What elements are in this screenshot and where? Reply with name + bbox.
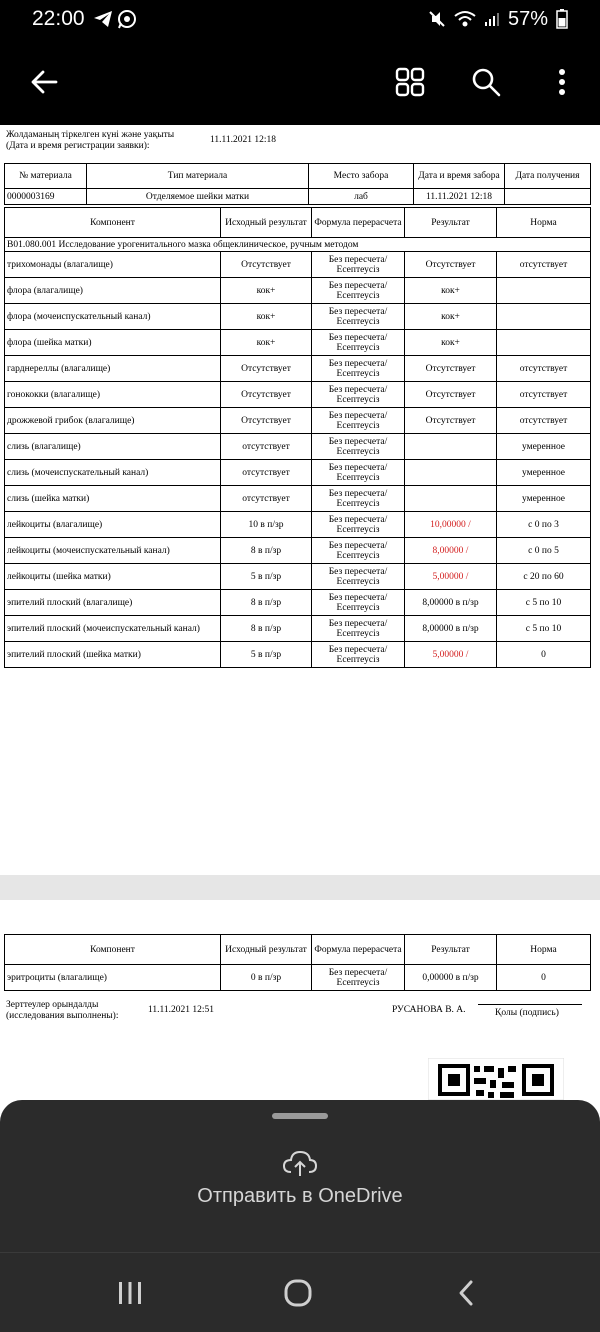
results-header: Результат bbox=[405, 935, 497, 965]
table-row bbox=[5, 538, 591, 564]
result-cell bbox=[405, 434, 497, 460]
formula-cell: Без пересчета/ Есептеусіз bbox=[312, 616, 405, 642]
results-header: Исходный результат bbox=[221, 208, 312, 238]
source-cell: Отсутствует bbox=[221, 408, 312, 434]
recent-apps-icon bbox=[117, 1281, 143, 1305]
page-gap bbox=[0, 875, 600, 900]
result-cell: 5,00000 / bbox=[405, 642, 497, 668]
recent-apps-button[interactable] bbox=[110, 1277, 150, 1309]
document-page[interactable] bbox=[0, 125, 600, 900]
table-row bbox=[5, 616, 591, 642]
table-row bbox=[5, 512, 591, 538]
component-cell: эпителий плоский (влагалище) bbox=[5, 590, 221, 616]
source-cell: кок+ bbox=[221, 304, 312, 330]
component-cell: слизь (мочеиспускательный канал) bbox=[5, 460, 221, 486]
signal-icon bbox=[484, 11, 500, 27]
norm-cell: отсутствует bbox=[497, 408, 591, 434]
search-button[interactable] bbox=[464, 60, 508, 104]
table-row bbox=[5, 382, 591, 408]
component-cell: лейкоциты (мочеиспускательный канал) bbox=[5, 538, 221, 564]
source-cell: отсутствует bbox=[221, 434, 312, 460]
table-row bbox=[5, 642, 591, 668]
formula-cell: Без пересчета/ Есептеусіз bbox=[312, 252, 405, 278]
results-header: Формула перерасчета bbox=[312, 935, 405, 965]
table-row bbox=[5, 590, 591, 616]
result-cell: 8,00000 / bbox=[405, 538, 497, 564]
material-header: Дата получения bbox=[505, 164, 591, 189]
source-cell: отсутствует bbox=[221, 486, 312, 512]
source-cell: Отсутствует bbox=[221, 252, 312, 278]
results-table-2 bbox=[4, 934, 591, 991]
back-button[interactable] bbox=[22, 60, 66, 104]
done-date: 11.11.2021 12:51 bbox=[148, 1005, 215, 1015]
formula-cell: Без пересчета/ Есептеусіз bbox=[312, 408, 405, 434]
formula-cell: Без пересчета/ Есептеусіз bbox=[312, 460, 405, 486]
component-cell: трихомонады (влагалище) bbox=[5, 252, 221, 278]
formula-cell: Без пересчета/ Есептеусіз bbox=[312, 590, 405, 616]
component-cell: эпителий плоский (шейка матки) bbox=[5, 642, 221, 668]
result-cell: 10,00000 / bbox=[405, 512, 497, 538]
cloud-upload-icon[interactable] bbox=[282, 1150, 318, 1178]
material-cell: 0000003169 bbox=[5, 189, 87, 205]
results-header: Компонент bbox=[5, 208, 221, 238]
back-arrow-icon bbox=[30, 68, 58, 96]
formula-cell: Без пересчета/ Есептеусіз bbox=[312, 538, 405, 564]
done-label-kz: Зерттеулер орындалды bbox=[6, 1000, 99, 1010]
result-cell: Отсутствует bbox=[405, 356, 497, 382]
norm-cell: отсутствует bbox=[497, 252, 591, 278]
component-cell: дрожжевой грибок (влагалище) bbox=[5, 408, 221, 434]
norm-cell: с 0 по 3 bbox=[497, 512, 591, 538]
norm-cell: 0 bbox=[497, 642, 591, 668]
source-cell: 10 в п/зр bbox=[221, 512, 312, 538]
component-cell: слизь (влагалище) bbox=[5, 434, 221, 460]
search-icon bbox=[471, 67, 501, 97]
component-cell: эритроциты (влагалище) bbox=[5, 965, 221, 991]
formula-cell: Без пересчета/ Есептеусіз bbox=[312, 330, 405, 356]
source-cell: 8 в п/зр bbox=[221, 590, 312, 616]
norm-cell: с 0 по 5 bbox=[497, 538, 591, 564]
source-cell: кок+ bbox=[221, 278, 312, 304]
doctor-name: РУСАНОВА В. А. bbox=[392, 1005, 466, 1015]
signature-line bbox=[478, 1004, 582, 1005]
source-cell: 8 в п/зр bbox=[221, 538, 312, 564]
material-cell: Отделяемое шейки матки bbox=[87, 189, 309, 205]
result-cell: 8,00000 в п/зр bbox=[405, 590, 497, 616]
result-cell: кок+ bbox=[405, 304, 497, 330]
result-cell: Отсутствует bbox=[405, 382, 497, 408]
component-cell: гарднереллы (влагалище) bbox=[5, 356, 221, 382]
norm-cell: с 5 по 10 bbox=[497, 616, 591, 642]
results-header: Норма bbox=[497, 935, 591, 965]
signature-label: Қолы (подпись) bbox=[495, 1008, 559, 1018]
results-table bbox=[4, 207, 591, 668]
formula-cell: Без пересчета/ Есептеусіз bbox=[312, 304, 405, 330]
whatsapp-icon bbox=[117, 9, 137, 29]
norm-cell: умеренное bbox=[497, 434, 591, 460]
formula-cell: Без пересчета/ Есептеусіз bbox=[312, 642, 405, 668]
battery-icon bbox=[556, 9, 568, 29]
material-header: № материала bbox=[5, 164, 87, 189]
table-row bbox=[5, 330, 591, 356]
grid-view-icon bbox=[395, 67, 425, 97]
formula-cell: Без пересчета/ Есептеусіз bbox=[312, 278, 405, 304]
results-header: Норма bbox=[497, 208, 591, 238]
source-cell: кок+ bbox=[221, 330, 312, 356]
component-cell: лейкоциты (влагалище) bbox=[5, 512, 221, 538]
done-label-ru: (исследования выполнены): bbox=[6, 1011, 119, 1021]
formula-cell: Без пересчета/ Есептеусіз bbox=[312, 512, 405, 538]
section-title: В01.080.001 Исследование урогенитального мазка общеклиническое, ручным методом bbox=[5, 238, 591, 252]
material-header: Место забора bbox=[309, 164, 414, 189]
document-page-2[interactable] bbox=[0, 900, 600, 1100]
norm-cell: с 5 по 10 bbox=[497, 590, 591, 616]
table-row bbox=[5, 564, 591, 590]
nav-back-button[interactable] bbox=[446, 1277, 486, 1309]
home-icon bbox=[283, 1278, 313, 1308]
norm-cell: с 20 по 60 bbox=[497, 564, 591, 590]
source-cell: отсутствует bbox=[221, 460, 312, 486]
material-header: Тип материала bbox=[87, 164, 309, 189]
source-cell: 5 в п/зр bbox=[221, 564, 312, 590]
result-cell: 8,00000 в п/зр bbox=[405, 616, 497, 642]
norm-cell: отсутствует bbox=[497, 382, 591, 408]
norm-cell: отсутствует bbox=[497, 356, 591, 382]
status-bar bbox=[0, 0, 600, 38]
component-cell: слизь (шейка матки) bbox=[5, 486, 221, 512]
component-cell: флора (шейка матки) bbox=[5, 330, 221, 356]
formula-cell: Без пересчета/ Есептеусіз bbox=[312, 356, 405, 382]
component-cell: эпителий плоский (мочеиспускательный канал) bbox=[5, 616, 221, 642]
material-cell bbox=[505, 189, 591, 205]
source-cell: 8 в п/зр bbox=[221, 616, 312, 642]
result-cell: 5,00000 / bbox=[405, 564, 497, 590]
app-bar bbox=[0, 38, 600, 125]
norm-cell bbox=[497, 304, 591, 330]
result-cell: кок+ bbox=[405, 278, 497, 304]
norm-cell bbox=[497, 330, 591, 356]
qr-code bbox=[428, 1058, 564, 1100]
home-button[interactable] bbox=[278, 1277, 318, 1309]
formula-cell: Без пересчета/ Есептеусіз bbox=[312, 564, 405, 590]
status-time: 22:00 bbox=[32, 7, 85, 30]
wifi-icon bbox=[454, 10, 476, 28]
material-cell: 11.11.2021 12:18 bbox=[414, 189, 505, 205]
table-row bbox=[5, 252, 591, 278]
sheet-drag-handle[interactable] bbox=[272, 1113, 328, 1119]
table-row bbox=[5, 356, 591, 382]
results-header: Формула перерасчета bbox=[312, 208, 405, 238]
formula-cell: Без пересчета/ Есептеусіз bbox=[312, 486, 405, 512]
more-vert-icon bbox=[558, 68, 566, 96]
component-cell: гонококки (влагалище) bbox=[5, 382, 221, 408]
result-cell bbox=[405, 460, 497, 486]
results-header: Результат bbox=[405, 208, 497, 238]
material-header: Дата и время забора bbox=[414, 164, 505, 189]
result-cell: 0,00000 в п/зр bbox=[405, 965, 497, 991]
source-cell: Отсутствует bbox=[221, 356, 312, 382]
table-row bbox=[5, 304, 591, 330]
material-table bbox=[4, 163, 591, 205]
mute-icon bbox=[428, 10, 446, 28]
reg-label-ru: (Дата и время регистрации заявки): bbox=[6, 141, 150, 151]
reg-label-kz: Жолдаманың тіркелген күні және уақыты bbox=[6, 130, 175, 140]
source-cell: Отсутствует bbox=[221, 382, 312, 408]
formula-cell: Без пересчета/ Есептеусіз bbox=[312, 382, 405, 408]
result-cell: Отсутствует bbox=[405, 408, 497, 434]
formula-cell: Без пересчета/ Есептеусіз bbox=[312, 965, 405, 991]
results-header: Исходный результат bbox=[221, 935, 312, 965]
result-cell bbox=[405, 486, 497, 512]
result-cell: Отсутствует bbox=[405, 252, 497, 278]
source-cell: 5 в п/зр bbox=[221, 642, 312, 668]
telegram-icon bbox=[93, 10, 113, 28]
reg-date: 11.11.2021 12:18 bbox=[210, 135, 277, 145]
navigation-bar bbox=[0, 1252, 600, 1332]
onedrive-upload-button[interactable]: Отправить в OneDrive bbox=[197, 1185, 403, 1207]
norm-cell bbox=[497, 278, 591, 304]
table-row bbox=[5, 434, 591, 460]
material-cell: лаб bbox=[309, 189, 414, 205]
component-cell: флора (влагалище) bbox=[5, 278, 221, 304]
component-cell: флора (мочеиспускательный канал) bbox=[5, 304, 221, 330]
table-row bbox=[5, 278, 591, 304]
source-cell: 0 в п/зр bbox=[221, 965, 312, 991]
grid-view-button[interactable] bbox=[388, 60, 432, 104]
formula-cell: Без пересчета/ Есептеусіз bbox=[312, 434, 405, 460]
table-row bbox=[5, 408, 591, 434]
norm-cell: 0 bbox=[497, 965, 591, 991]
more-options-button[interactable] bbox=[540, 60, 584, 104]
table-row bbox=[5, 486, 591, 512]
table-row bbox=[5, 460, 591, 486]
norm-cell: умеренное bbox=[497, 460, 591, 486]
results-header: Компонент bbox=[5, 935, 221, 965]
component-cell: лейкоциты (шейка матки) bbox=[5, 564, 221, 590]
norm-cell: умеренное bbox=[497, 486, 591, 512]
result-cell: кок+ bbox=[405, 330, 497, 356]
back-icon bbox=[457, 1279, 475, 1307]
battery-percent: 57% bbox=[507, 7, 548, 30]
